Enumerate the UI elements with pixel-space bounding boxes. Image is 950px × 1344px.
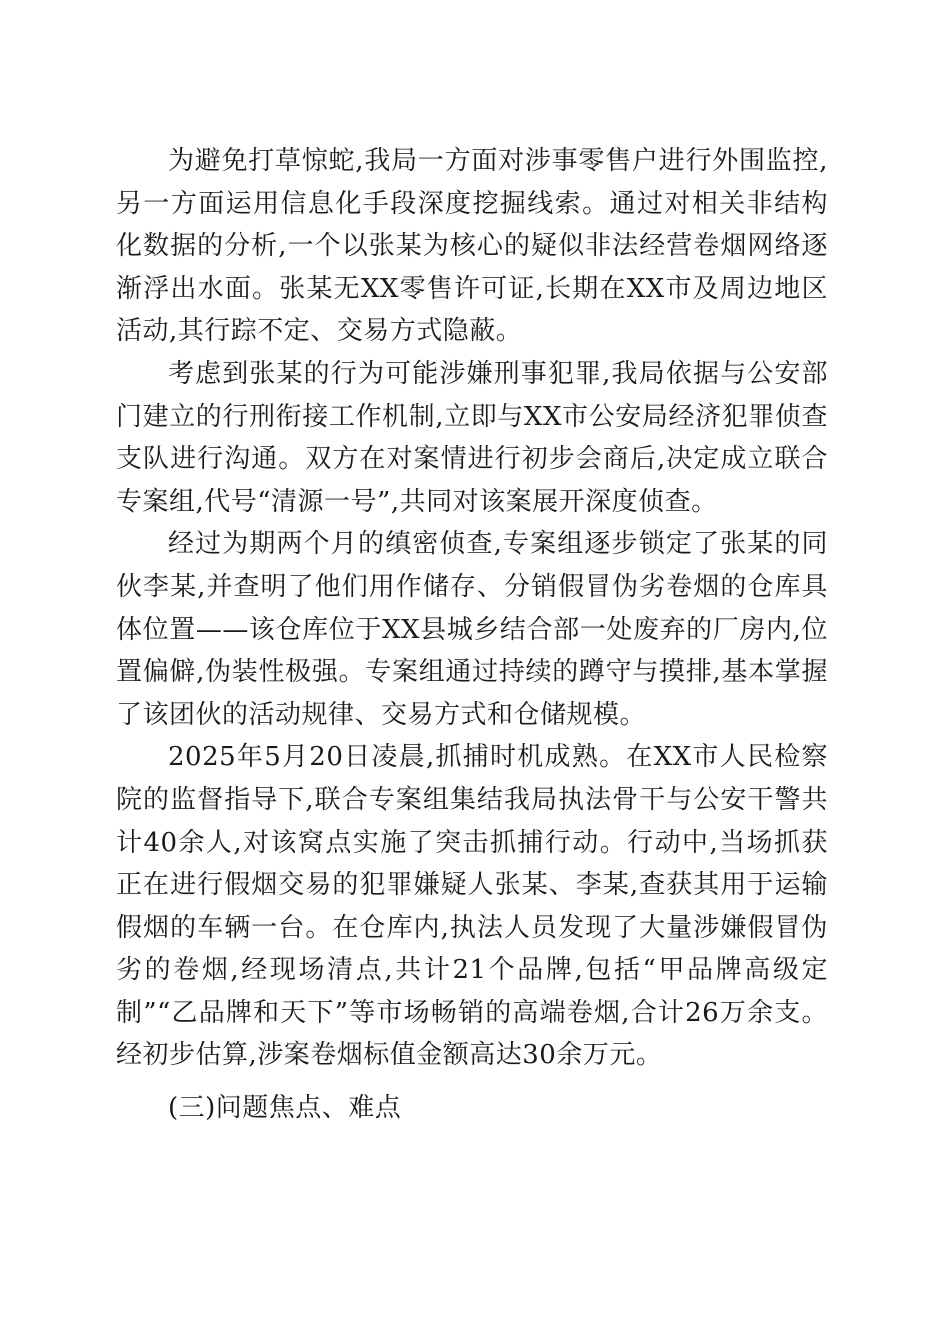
- paragraph-arrest-operation: 2025年5月20日凌晨,抓捕时机成熟。在XX市人民检察院的监督指导下,联合专案组集结我局执法骨干与公安干警共计40余人,对该窝点实施了突击抓捕行动。行动中,当场抓获正在进行假烟交易的犯罪嫌疑人张某、李某,查获其用于运输假烟的车辆一台。在仓库内,执法人员发现了大量涉嫌假冒伪劣的卷烟,经现场清点,共计21个品牌,包括“甲品牌高级定制”“乙品牌和天下”等市场畅销的高端卷烟,合计26万余支。经初步估算,涉案卷烟标值金额高达30余万元。: [116, 742, 828, 1071]
- paragraph-joint-task-force: 考虑到张某的行为可能涉嫌刑事犯罪,我局依据与公安部门建立的行刑衔接工作机制,立即与XX市公安局经济犯罪侦查支队进行沟通。双方在对案情进行初步会商后,决定成立联合专案组,代号“清源一号”,共同对该案展开深度侦查。: [116, 358, 828, 517]
- section-heading: (三)问题焦点、难点: [168, 1093, 402, 1124]
- document-page: [116, 140, 828, 1130]
- paragraph-surveillance: 为避免打草惊蛇,我局一方面对涉事零售户进行外围监控,另一方面运用信息化手段深度挖掘线索。通过对相关非结构化数据的分析,一个以张某为核心的疑似非法经营卷烟网络逐渐浮出水面。张某无XX零售许可证,长期在XX市及周边地区活动,其行踪不定、交易方式隐蔽。: [116, 146, 828, 347]
- paragraph-investigation: 经过为期两个月的缜密侦查,专案组逐步锁定了张某的同伙李某,并查明了他们用作储存、分销假冒伪劣卷烟的仓库具体位置——该仓库位于XX县城乡结合部一处废弃的厂房内,位置偏僻,伪装性极强。专案组通过持续的蹲守与摸排,基本掌握了该团伙的活动规律、交易方式和仓储规模。: [116, 529, 828, 730]
